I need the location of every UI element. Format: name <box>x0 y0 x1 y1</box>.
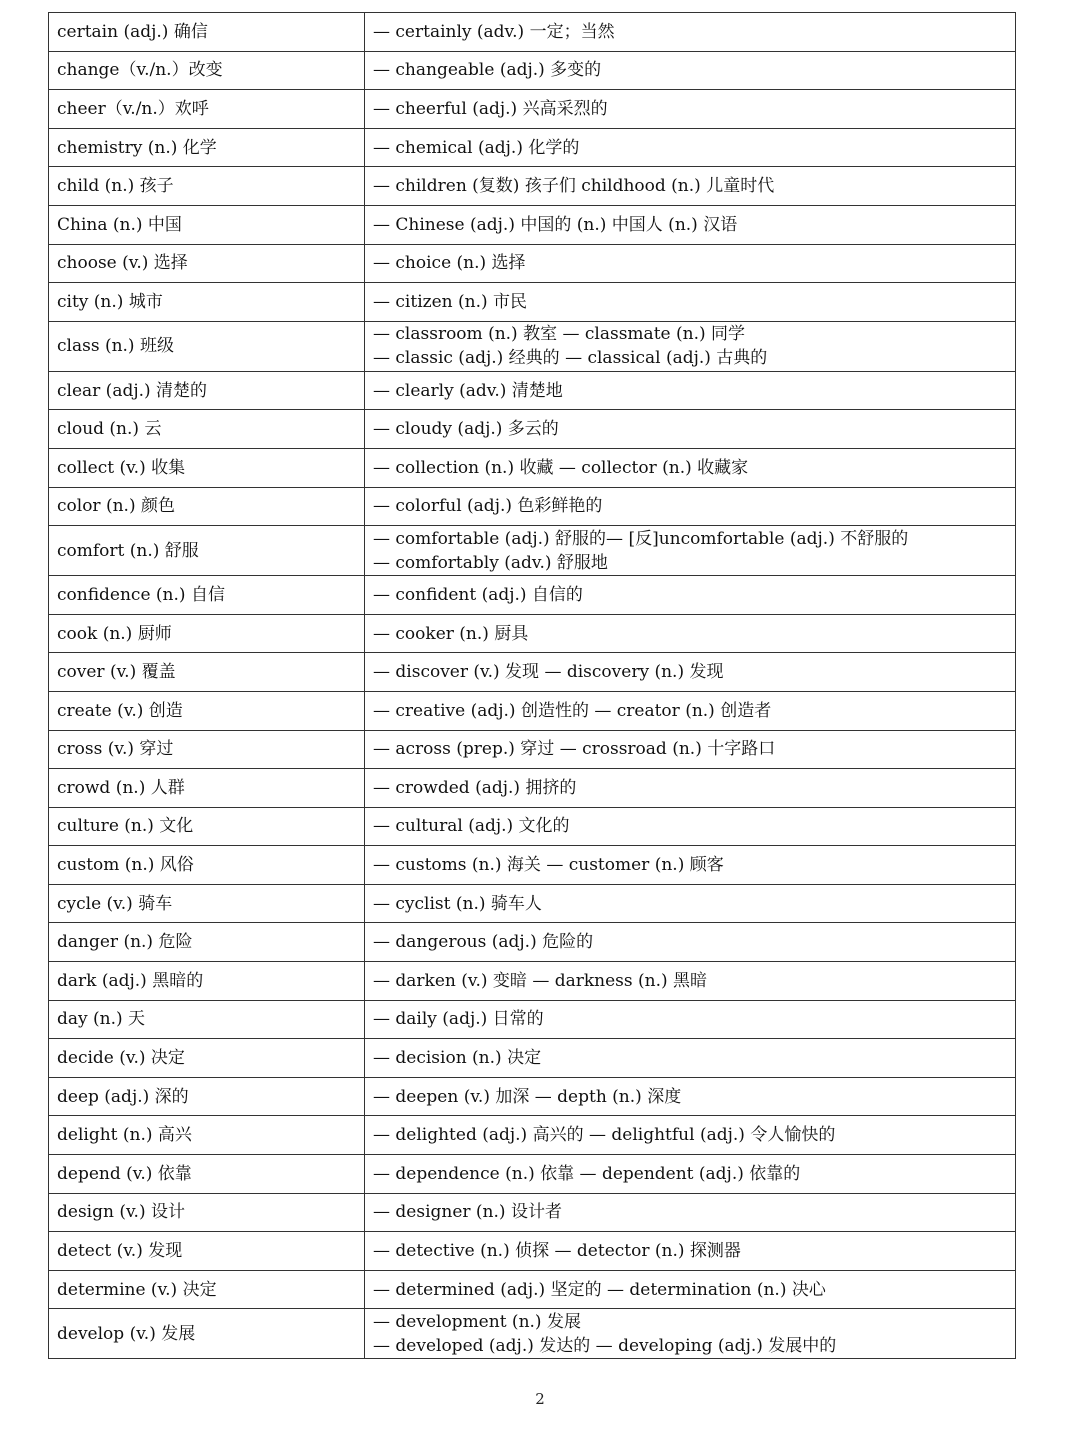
table-row <box>49 923 1016 962</box>
table-row <box>49 167 1016 206</box>
headword-cell: China (n.) 中国 <box>49 205 365 244</box>
derivatives-cell <box>365 90 1016 129</box>
table-row <box>49 128 1016 167</box>
derivatives-cell <box>365 371 1016 410</box>
table-row <box>49 807 1016 846</box>
derivative-line: — Chinese (adj.) 中国的 (n.) 中国人 (n.) 汉语 <box>373 214 738 235</box>
table-row <box>49 448 1016 487</box>
derivative-line: — cheerful (adj.) 兴高采烈的 <box>373 98 608 119</box>
headword-cell: crowd (n.) 人群 <box>49 769 365 808</box>
headword-cell: depend (v.) 依靠 <box>49 1155 365 1194</box>
table-row <box>49 526 1016 576</box>
derivatives-cell <box>365 205 1016 244</box>
derivative-line: — darken (v.) 变暗 — darkness (n.) 黑暗 <box>373 970 708 991</box>
derivatives-cell <box>365 807 1016 846</box>
headword-cell: clear (adj.) 清楚的 <box>49 371 365 410</box>
derivative-line: — confident (adj.) 自信的 <box>373 584 583 605</box>
derivatives-cell <box>365 962 1016 1001</box>
table-row <box>49 244 1016 283</box>
headword-cell: culture (n.) 文化 <box>49 807 365 846</box>
headword-cell: develop (v.) 发展 <box>49 1309 365 1359</box>
table-row <box>49 283 1016 322</box>
headword-cell: danger (n.) 危险 <box>49 923 365 962</box>
table-row <box>49 1000 1016 1039</box>
table-row <box>49 576 1016 615</box>
headword-cell: cover (v.) 覆盖 <box>49 653 365 692</box>
headword-cell: deep (adj.) 深的 <box>49 1077 365 1116</box>
derivative-line: — dependence (n.) 依靠 — dependent (adj.) 依靠的 <box>373 1163 801 1184</box>
table-row <box>49 730 1016 769</box>
headword-cell: cheer（v./n.）欢呼 <box>49 90 365 129</box>
table-row <box>49 205 1016 244</box>
headword-cell: change（v./n.）改变 <box>49 51 365 90</box>
headword-cell: class (n.) 班级 <box>49 321 365 371</box>
derivative-line: — chemical (adj.) 化学的 <box>373 137 580 158</box>
headword-cell: cloud (n.) 云 <box>49 410 365 449</box>
derivatives-cell <box>365 769 1016 808</box>
derivative-line: — creative (adj.) 创造性的 — creator (n.) 创造者 <box>373 700 772 721</box>
derivative-line: — changeable (adj.) 多变的 <box>373 60 602 81</box>
derivatives-cell <box>365 614 1016 653</box>
derivative-line: — certainly (adv.) 一定；当然 <box>373 21 615 42</box>
derivative-line: — customs (n.) 海关 — customer (n.) 顾客 <box>373 855 724 876</box>
derivatives-cell <box>365 167 1016 206</box>
table-row <box>49 614 1016 653</box>
derivatives-cell <box>365 410 1016 449</box>
table-row <box>49 1077 1016 1116</box>
headword-cell: comfort (n.) 舒服 <box>49 526 365 576</box>
table-row <box>49 51 1016 90</box>
table-row <box>49 884 1016 923</box>
headword-cell: city (n.) 城市 <box>49 283 365 322</box>
derivatives-cell <box>365 923 1016 962</box>
headword-cell: cook (n.) 厨师 <box>49 614 365 653</box>
headword-cell: chemistry (n.) 化学 <box>49 128 365 167</box>
headword-cell: create (v.) 创造 <box>49 691 365 730</box>
derivative-line: — across (prep.) 穿过 — crossroad (n.) 十字路口 <box>373 739 776 760</box>
table-row <box>49 1116 1016 1155</box>
derivative-line: — classroom (n.) 教室 — classmate (n.) 同学 <box>373 324 746 345</box>
table-row <box>49 1270 1016 1309</box>
derivatives-cell <box>365 487 1016 526</box>
derivatives-cell <box>365 1039 1016 1078</box>
table-row <box>49 371 1016 410</box>
vocabulary-table-body <box>49 13 1016 1359</box>
derivatives-cell <box>365 1155 1016 1194</box>
headword-cell: dark (adj.) 黑暗的 <box>49 962 365 1001</box>
table-row <box>49 13 1016 52</box>
derivative-line: — collection (n.) 收藏 — collector (n.) 收藏家 <box>373 457 749 478</box>
derivatives-cell <box>365 283 1016 322</box>
headword-cell: choose (v.) 选择 <box>49 244 365 283</box>
derivative-line: — discover (v.) 发现 — discovery (n.) 发现 <box>373 662 724 683</box>
table-row <box>49 1039 1016 1078</box>
headword-cell: design (v.) 设计 <box>49 1193 365 1232</box>
derivative-line: — development (n.) 发展 <box>373 1311 581 1332</box>
derivative-line: — children (复数) 孩子们 childhood (n.) 儿童时代 <box>373 176 775 197</box>
derivative-line: — citizen (n.) 市民 <box>373 291 528 312</box>
derivative-line: — cultural (adj.) 文化的 <box>373 816 570 837</box>
derivatives-cell <box>365 1000 1016 1039</box>
table-row <box>49 653 1016 692</box>
derivatives-cell <box>365 1077 1016 1116</box>
headword-cell: day (n.) 天 <box>49 1000 365 1039</box>
derivatives-cell <box>365 653 1016 692</box>
derivative-line: — cooker (n.) 厨具 <box>373 623 529 644</box>
headword-cell: custom (n.) 风俗 <box>49 846 365 885</box>
derivative-line: — classic (adj.) 经典的 — classical (adj.) 古典的 <box>373 348 768 369</box>
table-row <box>49 487 1016 526</box>
derivative-line: — delighted (adj.) 高兴的 — delightful (adj.) 令人愉快的 <box>373 1125 836 1146</box>
table-row <box>49 769 1016 808</box>
derivative-line: — colorful (adj.) 色彩鲜艳的 <box>373 496 603 517</box>
table-row <box>49 90 1016 129</box>
headword-cell: certain (adj.) 确信 <box>49 13 365 52</box>
derivative-line: — crowded (adj.) 拥挤的 <box>373 777 577 798</box>
derivative-line: — clearly (adv.) 清楚地 <box>373 380 563 401</box>
derivative-line: — developed (adj.) 发达的 — developing (adj.) 发展中的 <box>373 1335 837 1356</box>
derivatives-cell <box>365 1116 1016 1155</box>
derivatives-cell <box>365 1309 1016 1359</box>
derivative-line: — comfortably (adv.) 舒服地 <box>373 552 608 573</box>
derivative-line: — designer (n.) 设计者 <box>373 1202 562 1223</box>
derivatives-cell <box>365 884 1016 923</box>
headword-cell: detect (v.) 发现 <box>49 1232 365 1271</box>
page-number: 2 <box>535 1390 545 1408</box>
headword-cell: delight (n.) 高兴 <box>49 1116 365 1155</box>
derivatives-cell <box>365 321 1016 371</box>
table-row <box>49 1193 1016 1232</box>
derivative-line: — dangerous (adj.) 危险的 <box>373 932 594 953</box>
headword-cell: color (n.) 颜色 <box>49 487 365 526</box>
headword-cell: cycle (v.) 骑车 <box>49 884 365 923</box>
headword-cell: cross (v.) 穿过 <box>49 730 365 769</box>
derivative-line: — determined (adj.) 坚定的 — determination (n.) 决心 <box>373 1279 826 1300</box>
derivative-line: — choice (n.) 选择 <box>373 253 526 274</box>
table-row <box>49 962 1016 1001</box>
derivatives-cell <box>365 846 1016 885</box>
vocabulary-table <box>48 12 1016 1359</box>
derivatives-cell <box>365 576 1016 615</box>
headword-cell: decide (v.) 决定 <box>49 1039 365 1078</box>
table-row <box>49 691 1016 730</box>
derivative-line: — daily (adj.) 日常的 <box>373 1009 544 1030</box>
derivative-line: — decision (n.) 决定 <box>373 1048 542 1069</box>
derivatives-cell <box>365 448 1016 487</box>
table-row <box>49 846 1016 885</box>
table-row <box>49 1309 1016 1359</box>
derivatives-cell <box>365 1270 1016 1309</box>
table-row <box>49 410 1016 449</box>
derivative-line: — cloudy (adj.) 多云的 <box>373 419 559 440</box>
derivatives-cell <box>365 526 1016 576</box>
derivatives-cell <box>365 128 1016 167</box>
headword-cell: confidence (n.) 自信 <box>49 576 365 615</box>
derivatives-cell <box>365 244 1016 283</box>
derivatives-cell <box>365 1232 1016 1271</box>
derivatives-cell <box>365 51 1016 90</box>
table-row <box>49 321 1016 371</box>
headword-cell: determine (v.) 决定 <box>49 1270 365 1309</box>
derivative-line: — cyclist (n.) 骑车人 <box>373 893 542 914</box>
derivatives-cell <box>365 730 1016 769</box>
derivatives-cell <box>365 1193 1016 1232</box>
headword-cell: collect (v.) 收集 <box>49 448 365 487</box>
table-row <box>49 1232 1016 1271</box>
headword-cell: child (n.) 孩子 <box>49 167 365 206</box>
derivative-line: — comfortable (adj.) 舒服的— [反]uncomfortable (adj.) 不舒服的 <box>373 528 909 549</box>
derivatives-cell <box>365 13 1016 52</box>
derivative-line: — detective (n.) 侦探 — detector (n.) 探测器 <box>373 1241 741 1262</box>
table-row <box>49 1155 1016 1194</box>
derivatives-cell <box>365 691 1016 730</box>
derivative-line: — deepen (v.) 加深 — depth (n.) 深度 <box>373 1086 682 1107</box>
